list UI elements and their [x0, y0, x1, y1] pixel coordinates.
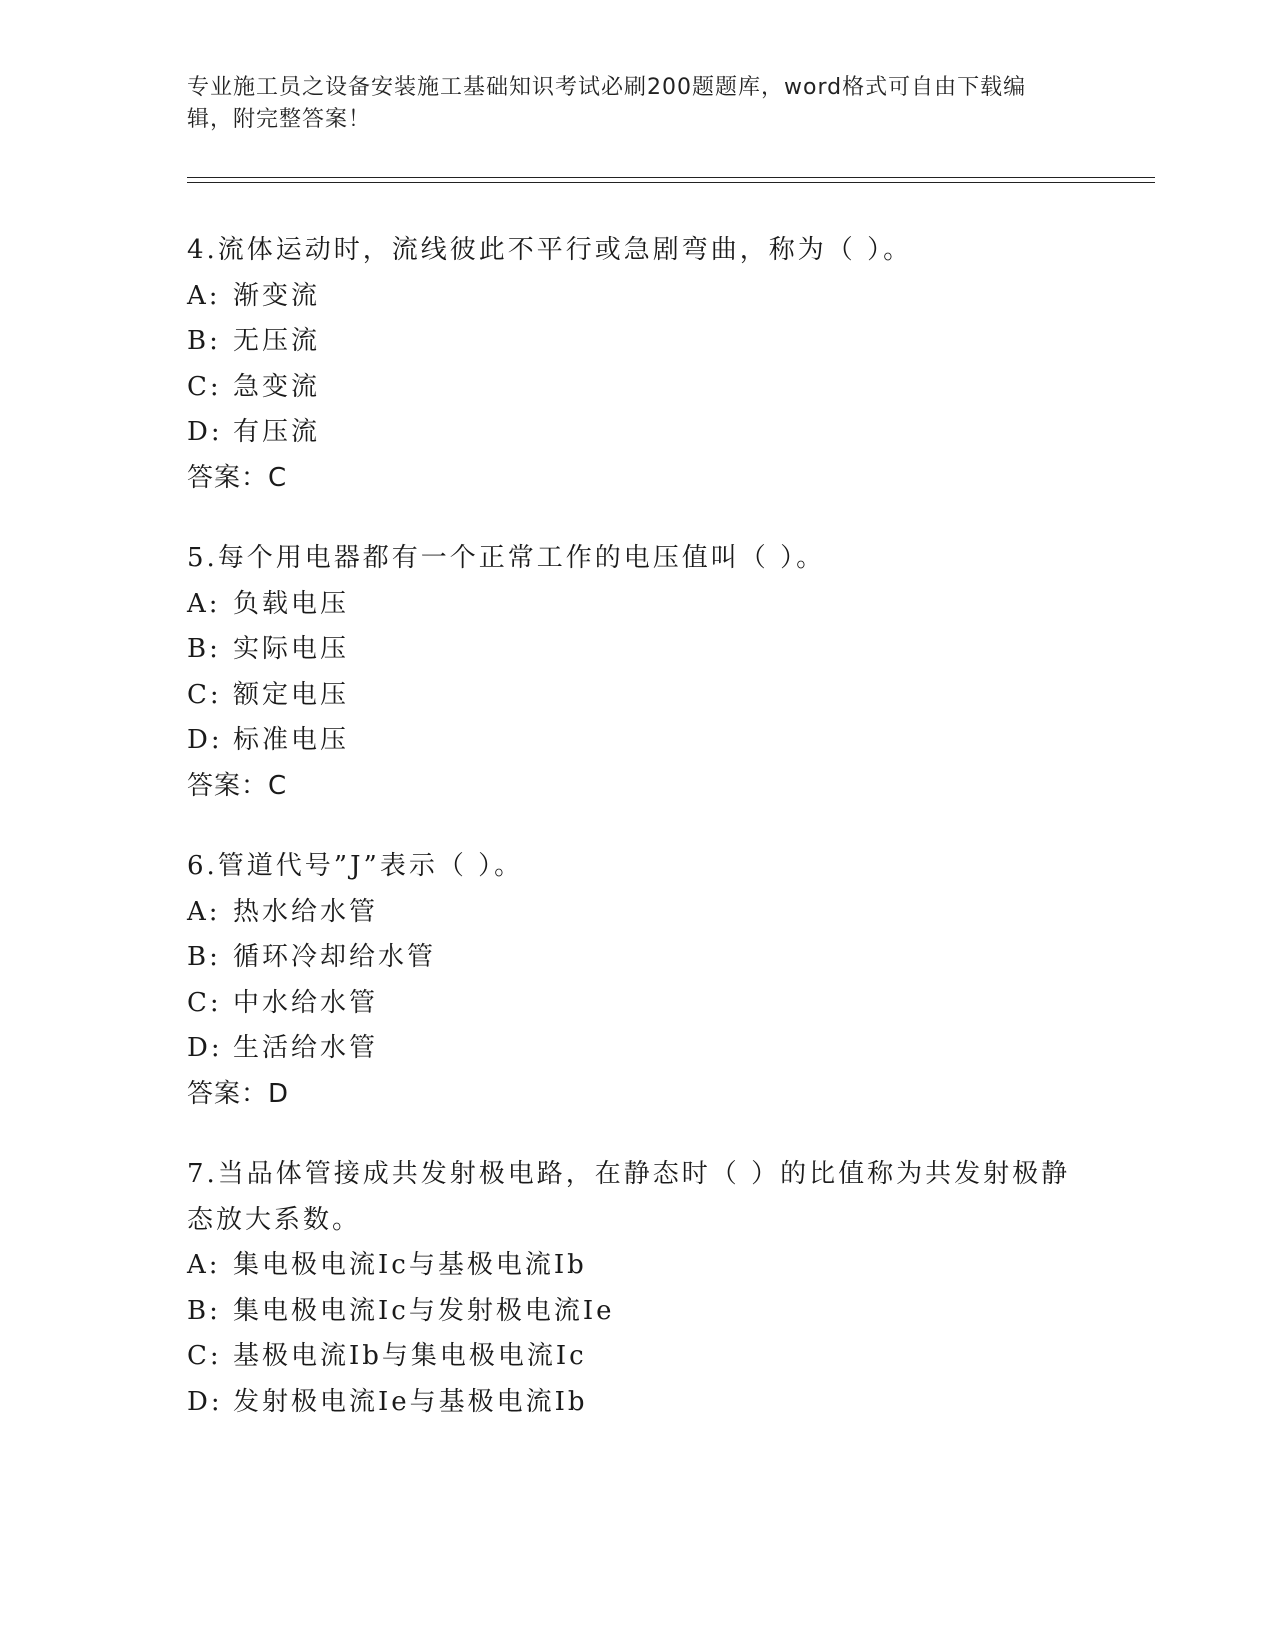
question-stem: 4.流体运动时，流线彼此不平行或急剧弯曲，称为（ ）。 — [187, 235, 913, 265]
option-a — [187, 582, 1087, 628]
option-a — [187, 1243, 1087, 1289]
header-divider-bottom — [187, 182, 1155, 183]
option-key: A: — [187, 896, 221, 927]
option-b — [187, 627, 1087, 673]
option-text: 额定电压 — [233, 679, 350, 710]
option-a — [187, 890, 1087, 936]
option-b — [187, 319, 1087, 365]
option-key: A: — [187, 280, 221, 311]
option-key: C: — [187, 1341, 222, 1371]
option-d — [187, 1380, 1087, 1426]
question-stem: 6.管道代号”J”表示（ ）。 — [187, 851, 524, 881]
option-text: 基极电流Ib与集电极电流Ic — [233, 1341, 587, 1371]
question-7 — [187, 1152, 1087, 1425]
option-text: 热水给水管 — [233, 896, 379, 927]
option-text: 循环冷却给水管 — [233, 942, 437, 972]
option-text: 负载电压 — [233, 588, 350, 619]
option-d — [187, 1026, 1087, 1072]
option-text: 有压流 — [233, 417, 321, 447]
option-key: B: — [187, 1295, 221, 1326]
option-b — [187, 935, 1087, 981]
option-key: C: — [187, 679, 222, 710]
option-key: B: — [187, 326, 221, 356]
option-text: 实际电压 — [233, 634, 350, 664]
answer-line: 答案：D — [187, 1078, 290, 1109]
header-divider-top — [187, 177, 1155, 178]
option-text: 标准电压 — [233, 725, 350, 755]
option-key: C: — [187, 371, 222, 402]
option-text: 集电极电流Ic与发射极电流Ie — [233, 1295, 615, 1326]
option-c — [187, 673, 1087, 719]
document-header: 专业施工员之设备安装施工基础知识考试必刷200题题库，word格式可自由下载编辑，附完整答案！ — [187, 75, 1027, 132]
question-5 — [187, 536, 1087, 809]
option-key: D: — [187, 1033, 223, 1063]
option-b — [187, 1289, 1087, 1335]
question-list — [187, 228, 1087, 1460]
option-a — [187, 274, 1087, 320]
option-text: 集电极电流Ic与基极电流Ib — [233, 1250, 587, 1280]
option-c — [187, 365, 1087, 411]
option-c — [187, 1334, 1087, 1380]
option-key: A: — [187, 588, 221, 619]
question-4 — [187, 228, 1087, 501]
question-6 — [187, 844, 1087, 1117]
option-d — [187, 718, 1087, 764]
option-key: A: — [187, 1250, 221, 1280]
answer-line: 答案：C — [187, 770, 288, 801]
option-text: 生活给水管 — [233, 1033, 379, 1063]
option-key: B: — [187, 634, 221, 664]
option-text: 无压流 — [233, 326, 321, 356]
option-key: B: — [187, 942, 221, 972]
question-stem: 5.每个用电器都有一个正常工作的电压值叫（ ）。 — [187, 543, 826, 573]
option-key: C: — [187, 987, 222, 1018]
option-text: 渐变流 — [233, 280, 321, 311]
option-d — [187, 410, 1087, 456]
answer-line: 答案：C — [187, 462, 288, 493]
option-c — [187, 981, 1087, 1027]
option-text: 发射极电流Ie与基极电流Ib — [233, 1386, 588, 1417]
option-text: 中水给水管 — [233, 987, 379, 1018]
question-stem: 7.当品体管接成共发射极电路，在静态时（ ）的比值称为共发射极静态放大系数。 — [187, 1159, 1071, 1235]
option-key: D: — [187, 1386, 223, 1417]
option-text: 急变流 — [233, 371, 321, 402]
option-key: D: — [187, 725, 223, 755]
option-key: D: — [187, 417, 223, 447]
